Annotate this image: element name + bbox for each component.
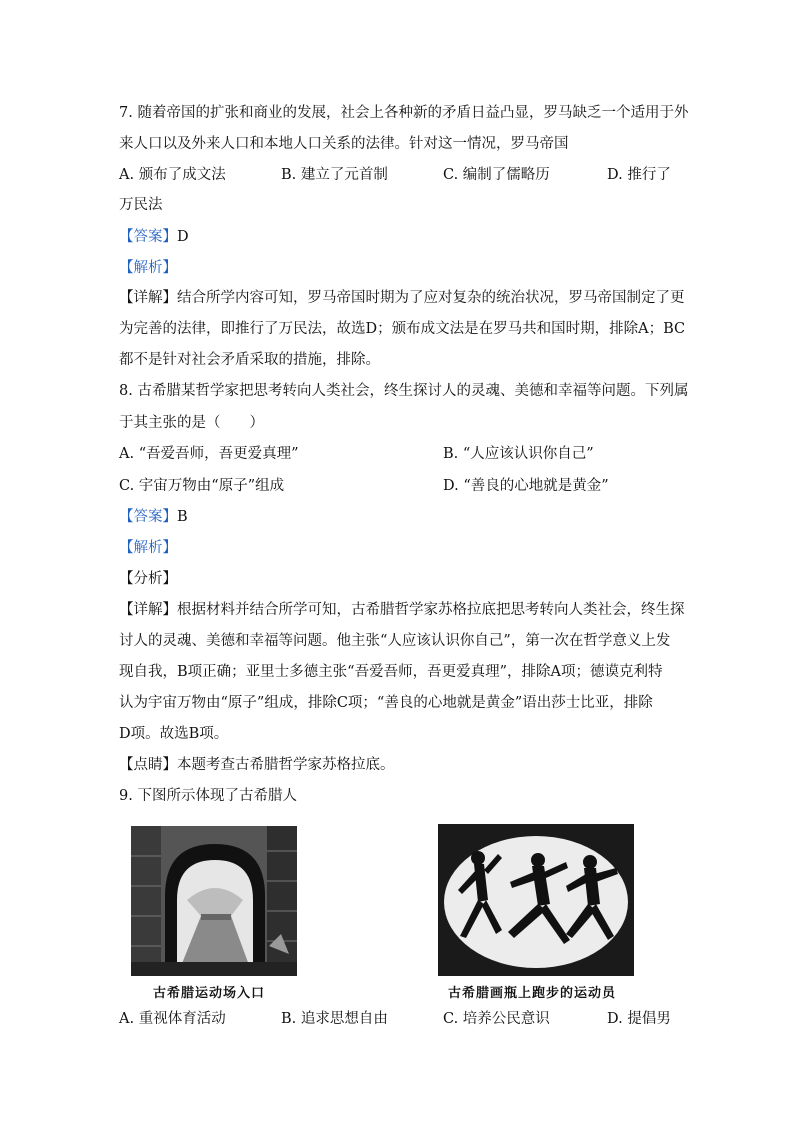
q7-detail-line-2: 为完善的法律，即推行了万民法，故选D；颁布成文法是在罗马共和国时期，排除A；BC	[119, 321, 686, 337]
q7-detail-line-1	[119, 288, 685, 308]
q8-fenxi-tag: 【分析】	[119, 571, 177, 587]
detail-tag: 【详解】	[119, 290, 177, 306]
q8-detail-line-1	[119, 600, 685, 620]
q8-option-b: B. “人应该认识你自己”	[443, 446, 594, 462]
detail-text: 根据材料并结合所学可知，古希腊哲学家苏格拉底把思考转向人类社会，终生探	[177, 602, 685, 618]
q7-option-b: B. 建立了元首制	[281, 167, 388, 183]
q8-dianjing	[119, 755, 395, 775]
q7-option-c: C. 编制了儒略历	[443, 167, 550, 183]
q8-answer	[119, 507, 188, 527]
q7-analysis-tag	[119, 258, 177, 278]
q9-option-d: D. 提倡男	[607, 1011, 671, 1027]
q8-option-c: C. 宇宙万物由“原子”组成	[119, 478, 285, 494]
q8-option-d: D. “善良的心地就是黄金”	[443, 478, 609, 494]
detail-text: 结合所学内容可知，罗马帝国时期为了应对复杂的统治状况，罗马帝国制定了更	[177, 290, 685, 306]
q7-stem-line-1: 7. 随着帝国的扩张和商业的发展，社会上各种新的矛盾日益凸显，罗马缺乏一个适用于外	[119, 105, 689, 121]
q8-detail-line-5: D项。故选B项。	[119, 726, 229, 742]
q9-option-a: A. 重视体育活动	[119, 1011, 226, 1027]
q8-option-a: A. “吾爱吾师，吾更爱真理”	[119, 446, 299, 462]
q9-option-b: B. 追求思想自由	[281, 1011, 388, 1027]
answer-tag: 【答案】	[119, 229, 177, 245]
q7-detail-line-3: 都不是针对社会矛盾采取的措施，排除。	[119, 352, 380, 368]
q7-answer	[119, 227, 189, 247]
analysis-tag: 【解析】	[119, 260, 177, 276]
detail-tag: 【详解】	[119, 602, 177, 618]
stadium-entrance-caption: 古希腊运动场入口	[153, 986, 266, 1001]
q8-detail-line-4: 认为宇宙万物由“原子”组成，排除C项；“善良的心地就是黄金”语出莎士比亚，排除	[119, 695, 653, 711]
q7-option-a: A. 颁布了成文法	[119, 167, 226, 183]
q7-option-d-continuation: 万民法	[119, 197, 163, 213]
answer-value: D	[177, 229, 189, 245]
q8-stem-line-2: 于其主张的是（ ）	[119, 415, 264, 431]
dianjing-tag: 【点睛】	[119, 757, 177, 773]
q7-stem-line-2: 来人口以及外来人口和本地人口关系的法律。针对这一情况，罗马帝国	[119, 136, 569, 152]
q8-detail-line-3: 现自我，B项正确；亚里士多德主张“吾爱吾师，吾更爱真理”，排除A项；德谟克利特	[119, 664, 663, 680]
answer-tag: 【答案】	[119, 509, 177, 525]
q9-stem: 9. 下图所示体现了古希腊人	[119, 788, 297, 804]
vase-runners-image	[438, 824, 634, 976]
dianjing-text: 本题考查古希腊哲学家苏格拉底。	[177, 757, 395, 773]
vase-runners-caption: 古希腊画瓶上跑步的运动员	[448, 986, 617, 1001]
q8-analysis-tag	[119, 538, 177, 558]
q7-option-d: D. 推行了	[607, 167, 671, 183]
answer-value: B	[177, 509, 188, 525]
stadium-entrance-image	[131, 826, 297, 976]
q8-stem-line-1: 8. 古希腊某哲学家把思考转向人类社会，终生探讨人的灵魂、美德和幸福等问题。下列属	[119, 383, 689, 399]
analysis-tag: 【解析】	[119, 540, 177, 556]
q9-option-c: C. 培养公民意识	[443, 1011, 550, 1027]
q8-detail-line-2: 讨人的灵魂、美德和幸福等问题。他主张“人应该认识你自己”，第一次在哲学意义上发	[119, 633, 671, 649]
